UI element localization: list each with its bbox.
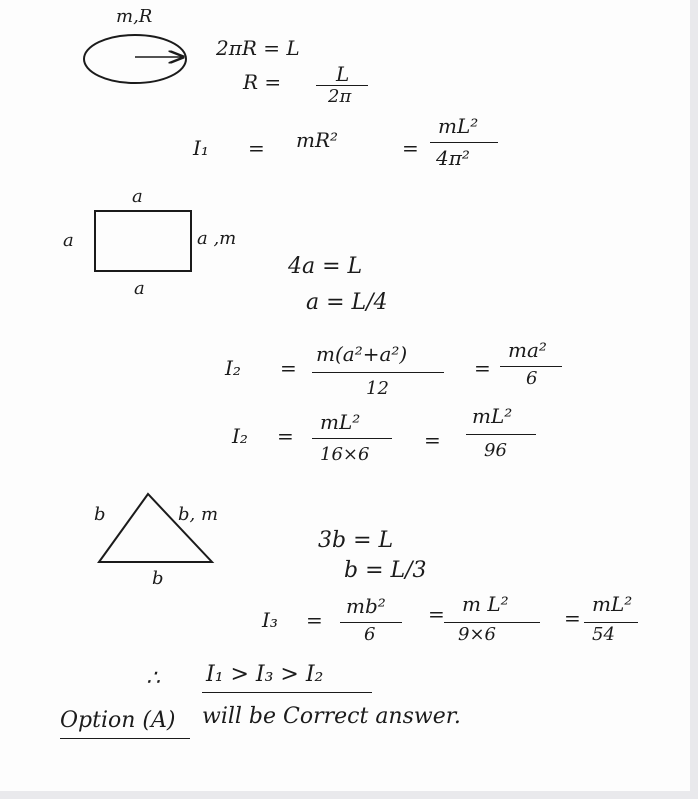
i2-denominator-2: 6 [526, 368, 538, 389]
i3-fraction-bar-3 [584, 622, 638, 623]
answer-option-label: Option (A) [60, 708, 176, 733]
triangle-perimeter-equation: 3b = L [318, 528, 394, 553]
i2b-numerator: mL² [320, 410, 361, 434]
i2b-fraction-bar-2 [466, 434, 536, 435]
i2b-equals-2: = [424, 428, 441, 452]
i3-equals: = [306, 608, 323, 632]
i3-numerator-2: m L² [462, 592, 509, 616]
i2b-fraction-bar [312, 438, 392, 439]
square-perimeter-equation: 4a = L [288, 254, 363, 279]
i1-lhs: I₁ [193, 136, 209, 160]
i1-equals: = [248, 136, 265, 160]
i2-fraction-bar [312, 372, 444, 373]
ring-shape [84, 35, 186, 83]
i3-lhs: I₃ [262, 608, 278, 632]
ring-circumference-equation: 2πR = L [216, 36, 300, 60]
i2-equals-2: = [474, 356, 491, 380]
i2b-denominator-2: 96 [484, 440, 507, 461]
i2b-lhs: I₂ [232, 424, 248, 448]
i3-numerator: mb² [346, 594, 386, 618]
square-frame-shape [95, 211, 191, 271]
ring-radius-lhs: R = [243, 70, 282, 94]
i1-mr-squared: mR² [296, 128, 339, 152]
i2-numerator: m(a²+a²) [316, 342, 408, 366]
square-side-equation: a = L/4 [306, 290, 388, 315]
square-side-right-mass: a ,m [197, 228, 237, 249]
i2-denominator: 12 [366, 378, 389, 399]
i2b-numerator-2: mL² [472, 404, 513, 428]
answer-statement: will be Correct answer. [202, 704, 461, 729]
i2-numerator-2: ma² [508, 338, 547, 362]
i3-numerator-3: mL² [592, 592, 633, 616]
inequality-underline [202, 692, 372, 693]
triangle-side-left: b [94, 504, 106, 525]
i1-equals-2: = [402, 136, 419, 160]
i1-denominator: 4π² [436, 146, 470, 170]
i2-fraction-bar-2 [500, 366, 562, 367]
i2b-equals: = [277, 424, 294, 448]
triangle-side-equation: b = L/3 [344, 558, 427, 583]
square-side-top: a [132, 186, 143, 207]
square-side-bottom: a [134, 278, 145, 299]
i3-denominator: 6 [364, 624, 376, 645]
i3-denominator-3: 54 [592, 624, 615, 645]
ring-label: m,R [116, 6, 153, 27]
i3-fraction-bar-2 [444, 622, 540, 623]
i3-equals-3: = [564, 606, 581, 630]
square-side-left: a [63, 230, 74, 251]
ring-radius-numerator: L [336, 62, 350, 86]
moment-inequality: I₁ > I₃ > I₂ [206, 662, 324, 687]
i3-equals-2: = [428, 602, 445, 626]
i2-lhs: I₂ [225, 356, 241, 380]
triangle-side-right-mass: b, m [178, 504, 219, 525]
i2b-denominator: 16×6 [320, 444, 370, 465]
answer-option-underline [60, 738, 190, 739]
i3-fraction-bar [340, 622, 402, 623]
i1-numerator: mL² [438, 114, 479, 138]
i1-fraction-bar [430, 142, 498, 143]
triangle-side-bottom: b [152, 568, 164, 589]
ring-radius-denominator: 2π [328, 86, 352, 107]
i2-equals: = [280, 356, 297, 380]
i3-denominator-2: 9×6 [458, 624, 496, 645]
therefore-symbol: ∴ [146, 666, 160, 691]
